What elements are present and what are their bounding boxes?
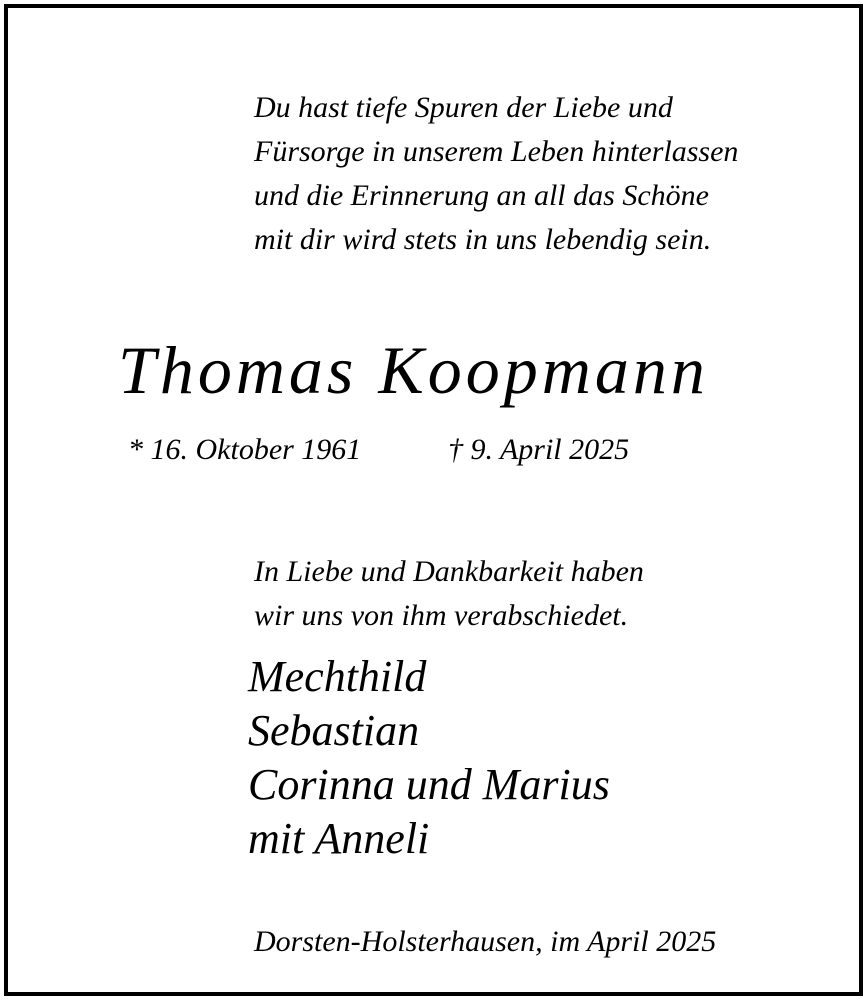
poem-line: Du hast tiefe Spuren der Liebe und (254, 91, 673, 124)
family-name: Sebastian (248, 706, 420, 755)
poem-line: mit dir wird stets in uns lebendig sein. (254, 223, 712, 256)
deceased-name: Thomas Koopmann (118, 332, 709, 408)
poem-line: Fürsorge in unserem Leben hinterlassen (254, 135, 739, 168)
family-name: Mechthild (248, 652, 427, 701)
family-names (248, 650, 610, 866)
family-name: mit Anneli (248, 814, 430, 863)
farewell-line: wir uns von ihm verabschiedet. (254, 599, 629, 632)
farewell-line: In Liebe und Dankbarkeit haben (254, 555, 644, 588)
farewell-text (254, 550, 644, 638)
poem-line: und die Erinnerung an all das Schöne (254, 179, 709, 212)
family-name: Corinna und Marius (248, 760, 610, 809)
place-date: Dorsten-Holsterhausen, im April 2025 (254, 925, 717, 958)
poem (254, 86, 738, 262)
birth-date: * 16. Oktober 1961 (128, 433, 362, 466)
death-date: † 9. April 2025 (448, 433, 630, 466)
